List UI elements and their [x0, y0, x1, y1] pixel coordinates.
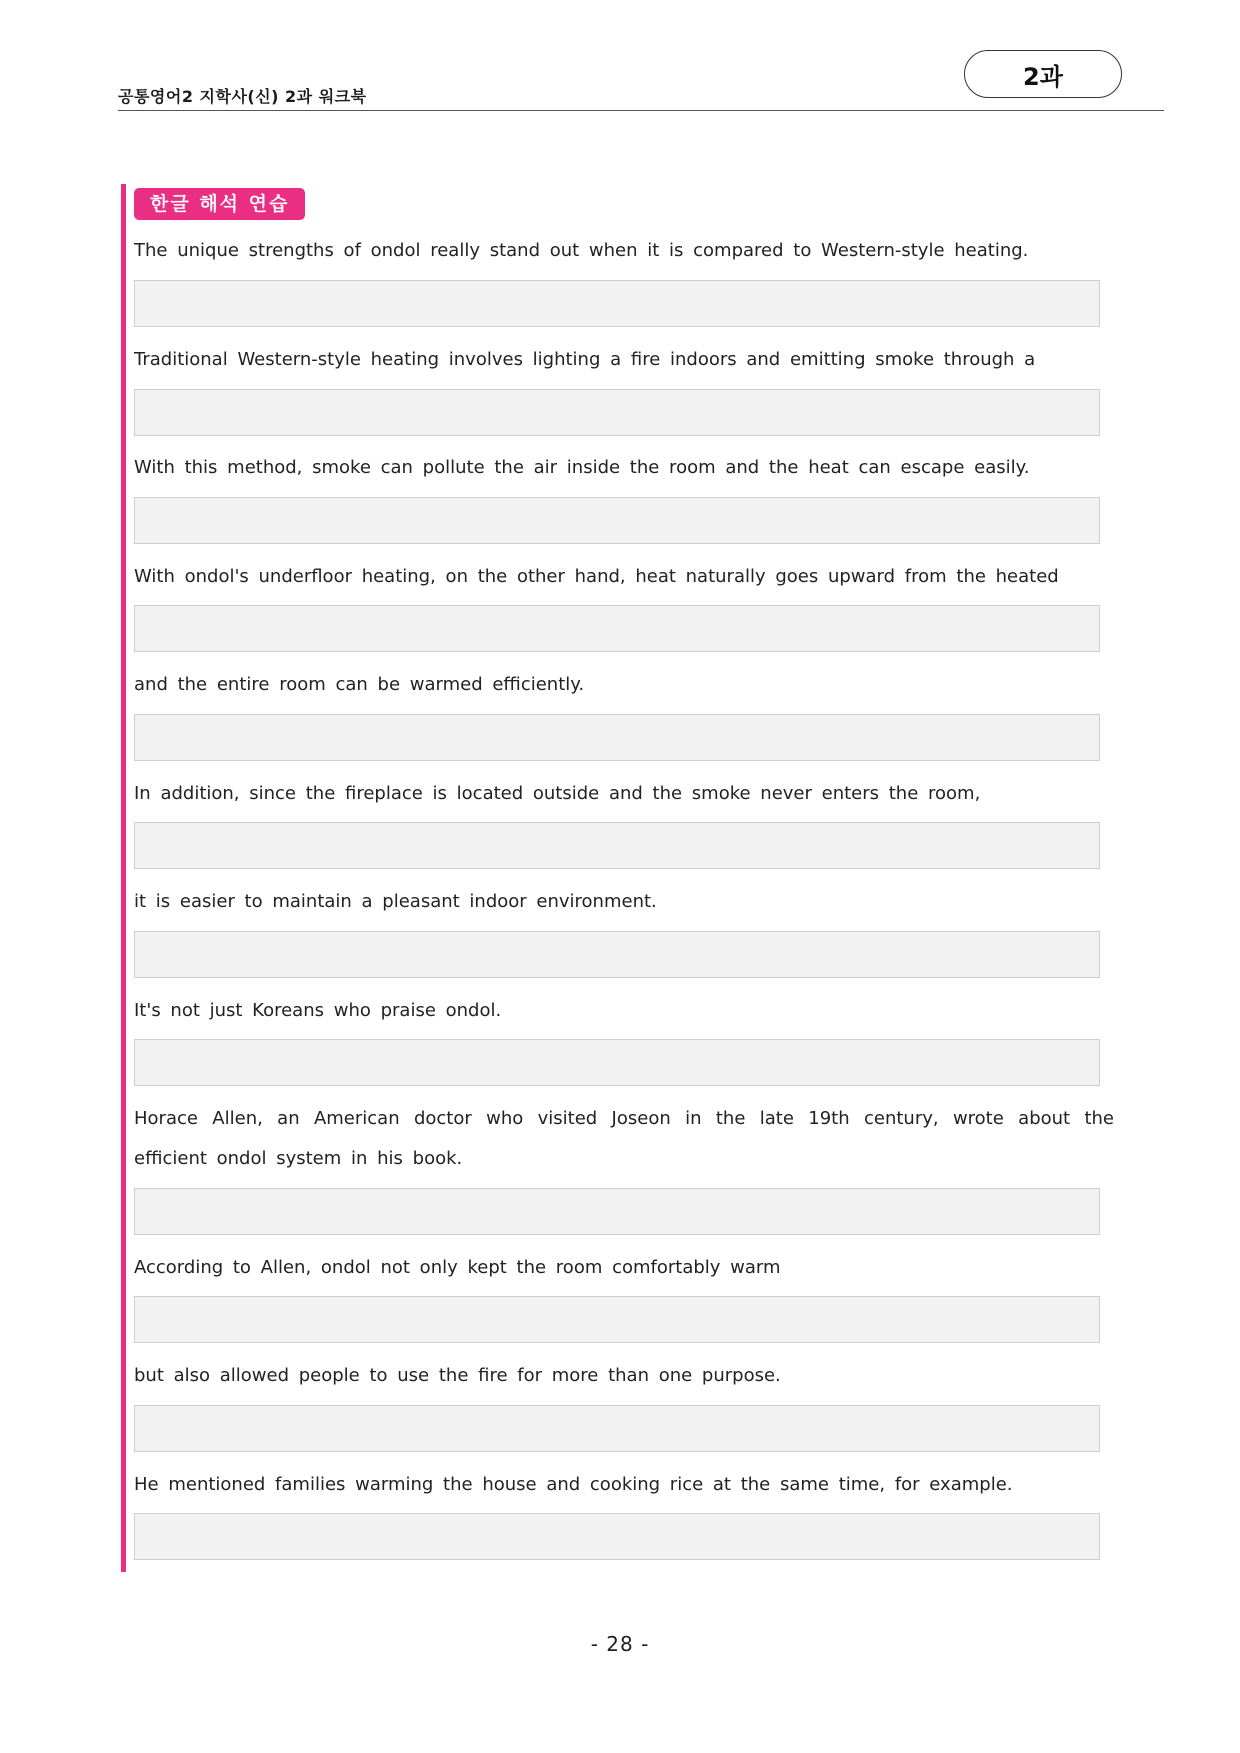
- answer-box-2[interactable]: [134, 389, 1100, 436]
- answer-box-4[interactable]: [134, 605, 1100, 652]
- section-accent-bar: [121, 184, 126, 1572]
- answer-box-3[interactable]: [134, 497, 1100, 544]
- section-tag: 한글 해석 연습: [134, 188, 305, 220]
- sentence-2: Traditional Western-style heating involves lighting a fire indoors and emitting smoke through a: [134, 349, 1036, 370]
- sentence-7: it is easier to maintain a pleasant indoor environment.: [134, 891, 657, 912]
- sentence-1: The unique strengths of ondol really stand out when it is compared to Western-style heating.: [134, 240, 1029, 261]
- sentence-11: but also allowed people to use the fire for more than one purpose.: [134, 1365, 781, 1386]
- sentence-10: According to Allen, ondol not only kept the room comfortably warm: [134, 1257, 781, 1278]
- answer-box-11[interactable]: [134, 1405, 1100, 1452]
- sentence-9: Horace Allen, an American doctor who visited Joseon in the late 19th century, wrote about the efficient ondol system in his book.: [134, 1108, 1114, 1169]
- answer-box-10[interactable]: [134, 1296, 1100, 1343]
- header-divider: [118, 110, 1164, 111]
- sentence-8: It's not just Koreans who praise ondol.: [134, 1000, 502, 1021]
- sentence-3: With this method, smoke can pollute the air inside the room and the heat can escape easily.: [134, 457, 1030, 478]
- sentence-5: and the entire room can be warmed efficiently.: [134, 674, 585, 695]
- answer-box-1[interactable]: [134, 280, 1100, 327]
- answer-box-8[interactable]: [134, 1039, 1100, 1086]
- lesson-badge: 2과: [964, 50, 1122, 98]
- answer-box-7[interactable]: [134, 931, 1100, 978]
- sentence-6: In addition, since the fireplace is located outside and the smoke never enters the room,: [134, 783, 981, 804]
- answer-box-5[interactable]: [134, 714, 1100, 761]
- answer-box-9[interactable]: [134, 1188, 1100, 1235]
- answer-box-12[interactable]: [134, 1513, 1100, 1560]
- answer-box-6[interactable]: [134, 822, 1100, 869]
- sentence-4: With ondol's underfloor heating, on the other hand, heat naturally goes upward from the heated: [134, 566, 1059, 587]
- sentence-12: He mentioned families warming the house and cooking rice at the same time, for example.: [134, 1474, 1013, 1495]
- header-title: 공통영어2 지학사(신) 2과 워크북: [118, 87, 367, 106]
- page-number: - 28 -: [590, 1632, 650, 1656]
